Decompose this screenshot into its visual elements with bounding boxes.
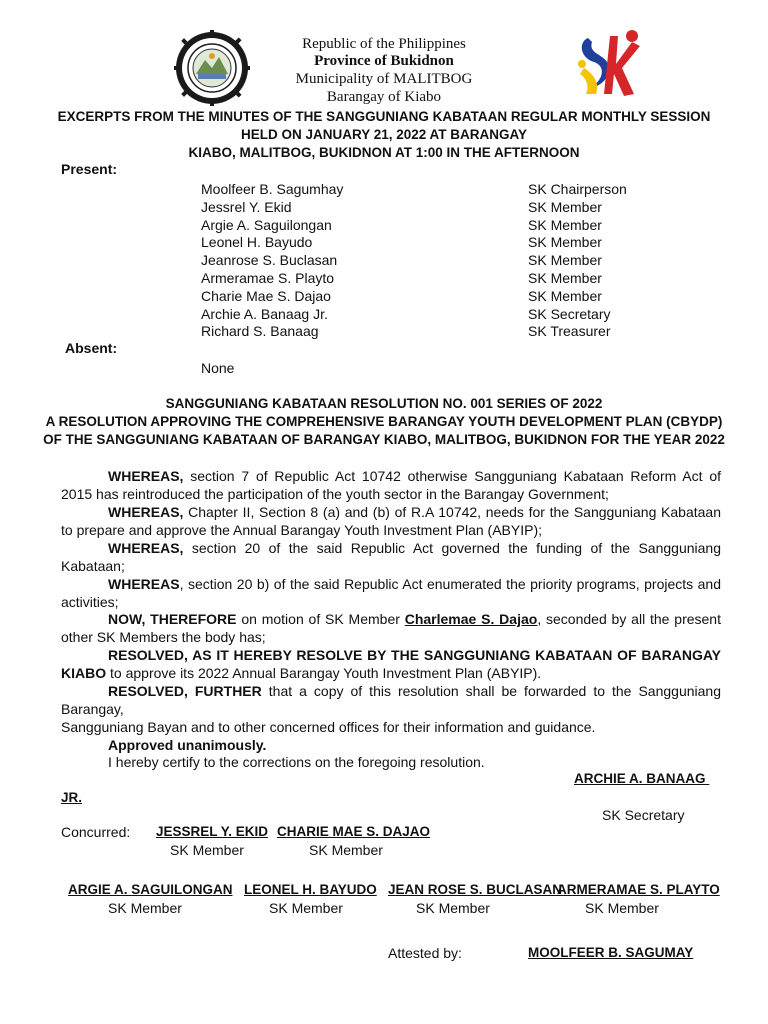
present-role: SK Secretary <box>528 306 611 322</box>
paragraph-text: , section 20 b) of the said Republic Act enumerated the priority programs, projects and activities; <box>61 576 721 610</box>
certify-statement: I hereby certify to the corrections on the foregoing resolution. <box>108 754 485 770</box>
present-name: Charie Mae S. Dajao <box>201 288 331 304</box>
paragraph-text: Chapter II, Section 8 (a) and (b) of R.A 10742, needs for the Sangguniang Kabataan to prepare and approve the Annual Barangay Youth Investment Plan (ABYIP); <box>61 504 721 538</box>
whereas-paragraph-3 <box>61 539 721 575</box>
header-province: Province of Bukidnon <box>314 53 454 69</box>
concurred-label: Concurred: <box>61 824 131 840</box>
present-role: SK Member <box>528 270 602 286</box>
resolution-title-line-2: A RESOLUTION APPROVING THE COMPREHENSIVE BARANGAY YOUTH DEVELOPMENT PLAN (CBYDP) <box>45 414 723 429</box>
present-name: Archie A. Banaag Jr. <box>201 306 328 322</box>
resolved-further-continuation: Sangguniang Bayan and to other concerned offices for their information and guidance. <box>61 719 596 735</box>
minutes-title-line-3: KIABO, MALITBOG, BUKIDNON AT 1:00 IN THE AFTERNOON <box>188 145 580 160</box>
motion-member-name: Charlemae S. Dajao <box>404 611 538 627</box>
paragraph-text: to approve its 2022 Annual Barangay Youth Investment Plan (ABYIP). <box>106 665 542 681</box>
concurred-signatory-role: SK Member <box>309 842 383 858</box>
present-role: SK Treasurer <box>528 323 611 339</box>
header-barangay: Barangay of Kiabo <box>326 89 442 105</box>
header-municipality: Municipality of MALITBOG <box>295 71 473 87</box>
attested-name: MOOLFEER B. SAGUMAY <box>528 945 694 960</box>
concurred-signatory-name: ARMERAMAE S. PLAYTO <box>557 882 720 897</box>
present-label: Present: <box>61 161 118 177</box>
present-name: Jessrel Y. Ekid <box>201 199 292 215</box>
secretary-role: SK Secretary <box>602 807 685 823</box>
present-name: Argie A. Saguilongan <box>201 217 332 233</box>
present-role: SK Member <box>528 288 602 304</box>
paragraph-lead: WHEREAS, <box>108 540 184 556</box>
header-republic: Republic of the Philippines <box>302 36 466 52</box>
paragraph-text: on motion of SK Member <box>236 611 405 627</box>
paragraph-text: section 7 of Republic Act 10742 otherwise Sangguniang Kabataan Reform Act of 2015 has reintroduced the participation of the youth sector in the Barangay Government; <box>61 468 721 502</box>
paragraph-text: section 20 of the said Republic Act governed the funding of the Sangguniang Kabataan; <box>61 540 721 574</box>
resolved-paragraph <box>61 646 721 682</box>
concurred-signatory-name: JEAN ROSE S. BUCLASAN <box>388 882 566 897</box>
minutes-title-line-2: HELD ON JANUARY 21, 2022 AT BARANGAY <box>240 127 528 142</box>
resolution-title-line-1: SANGGUNIANG KABATAAN RESOLUTION NO. 001 SERIES OF 2022 <box>165 396 603 411</box>
present-name: Armeramae S. Playto <box>201 270 335 286</box>
paragraph-lead: WHEREAS <box>108 576 180 592</box>
present-name: Richard S. Banaag <box>201 323 319 339</box>
concurred-signatory-name: LEONEL H. BAYUDO <box>244 882 377 897</box>
present-name: Jeanrose S. Buclasan <box>201 252 338 268</box>
concurred-signatory-role: SK Member <box>416 900 490 916</box>
paragraph-text: , seconded by all the present other SK Members the body has; <box>61 611 721 645</box>
absent-label: Absent: <box>65 340 118 356</box>
present-role: SK Member <box>528 199 602 215</box>
concurred-signatory-role: SK Member <box>108 900 182 916</box>
concurred-signatory-name: JESSREL Y. EKID <box>156 824 269 839</box>
minutes-title-line-1: EXCERPTS FROM THE MINUTES OF THE SANGGUNIANG KABATAAN REGULAR MONTHLY SESSION <box>57 109 711 124</box>
present-role: SK Member <box>528 234 602 250</box>
present-name: Leonel H. Bayudo <box>201 234 313 250</box>
present-role: SK Member <box>528 217 602 233</box>
present-role: SK Member <box>528 252 602 268</box>
whereas-paragraph-4 <box>61 575 721 611</box>
paragraph-lead: RESOLVED, FURTHER <box>108 683 262 699</box>
concurred-signatory-role: SK Member <box>585 900 659 916</box>
approved-unanimously: Approved unanimously. <box>108 737 267 753</box>
resolved-further-paragraph <box>61 682 721 718</box>
whereas-paragraph-1 <box>61 467 721 503</box>
now-therefore-paragraph <box>61 610 721 646</box>
whereas-paragraph-2 <box>61 503 721 539</box>
present-name: Moolfeer B. Sagumhay <box>201 181 344 197</box>
paragraph-lead: NOW, THEREFORE <box>108 611 237 627</box>
concurred-signatory-name: ARGIE A. SAGUILONGAN <box>68 882 233 897</box>
concurred-signatory-role: SK Member <box>170 842 244 858</box>
resolution-title-line-3: OF THE SANGGUNIANG KABATAAN OF BARANGAY KIABO, MALITBOG, BUKIDNON FOR THE YEAR 2022 <box>43 432 725 447</box>
attested-label: Attested by: <box>388 945 462 961</box>
paragraph-text: that a copy of this resolution shall be forwarded to the Sangguniang Barangay, <box>61 683 721 717</box>
paragraph-lead: WHEREAS, <box>108 504 184 520</box>
paragraph-lead: WHEREAS, <box>108 468 184 484</box>
secretary-name: ARCHIE A. BANAAG <box>574 771 710 786</box>
paragraph-lead: RESOLVED, AS IT HEREBY RESOLVE BY THE SANGGUNIANG KABATAAN OF BARANGAY KIABO <box>61 647 721 681</box>
absent-value: None <box>201 360 235 376</box>
concurred-signatory-role: SK Member <box>269 900 343 916</box>
concurred-signatory-name: CHARIE MAE S. DAJAO <box>277 824 431 839</box>
secretary-name-suffix: JR. <box>61 790 83 805</box>
present-role: SK Chairperson <box>528 181 627 197</box>
